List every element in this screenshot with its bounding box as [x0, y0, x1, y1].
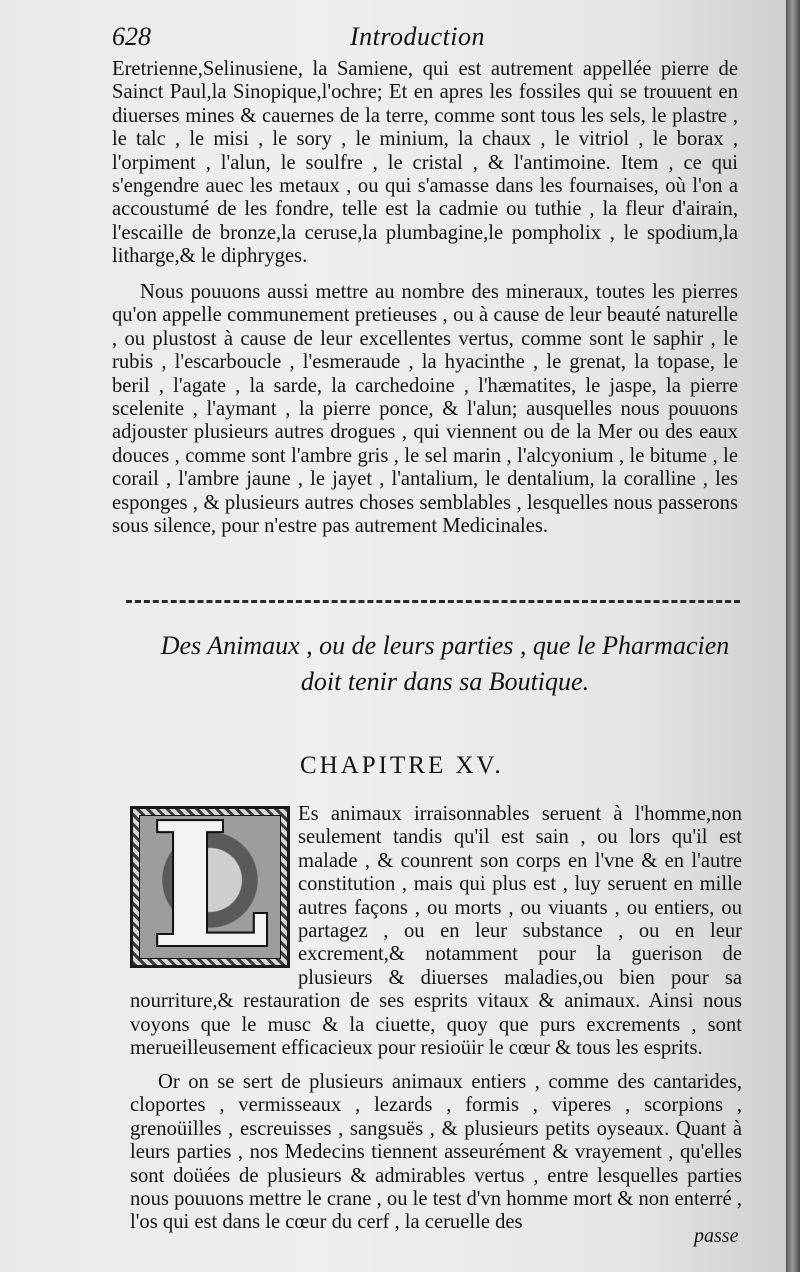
paragraph-precious-stones: Nous pouuons aussi mettre au nombre des mineraux, toutes les pierres qu'on appelle communement pretieuses , ou à cause de leur beauté naturelle , ou plustost à cause de leur excellentes vertus, comme sont le saphir , le rubis , l'escarboucle , l'esmeraude , la hyacinthe , le grenat, la topase, le beril , l'agate , la sarde, la carchedoine , l'hæmatites, le jaspe, la pierre scelenite , l'aymant , la pierre ponce, & l'alun; ausquelles nous pouuons adjouster plusieurs autres drogues , qui viennent ou de la Mer ou des eaux douces , comme sont l'ambre gris , le sel marin , l'alcyonium , le bitume , le corail , l'ambre jaune , le jayet , l'antalium, le dentalium, la coralline , les esponges , & plusieurs autres choses semblables , lesquelles nous passerons sous silence, pour n'estre pas autrement Medicinales. [112, 281, 738, 538]
page-binding-edge [786, 0, 800, 1272]
page-header [112, 22, 746, 58]
catchword: passe [694, 1225, 739, 1247]
paragraph-minerals-list: Eretrienne,Selinusiene, la Samiene, qui est autrement appellée pierre de Sainct Paul,la Sinopique,l'ochre; Et en apres les fossiles qui se trouuent en diuerses mines & cauernes de la terre, comme sont tous les sels, le plastre , le talc , le misi , le sory , le minium, la chaux , le vitriol , le borax , l'orpiment , l'alun, le soulfre , le cristal , & l'antimoine. Item , ce qui s'engendre auec les metaux , ou qui s'amasse dans les fournaises, où l'on a accoustumé de les fondre, telle est la cadmie ou tuthie , la fleur d'airain, l'escaille de bronze,la ceruse,la plumbagine,le pompholix , le spodium,la litharge,& le diphryges. [112, 58, 738, 268]
drop-cap-letter: L [150, 806, 270, 968]
page-number: 628 [112, 22, 151, 51]
chapter-heading: CHAPITRE XV. [300, 752, 504, 779]
ornamental-initial-icon [130, 806, 290, 968]
running-title: Introduction [350, 22, 486, 51]
paragraph-animals-intro-text: Es animaux irraisonnables seruent à l'homme,non seulement tandis qu'il est sain , ou lors qu'il est malade , & counrent son corps en l'vne & en l'autre constitution , mais qui plus est , luy seruent en mille autres façons , ou morts , ou viuants , ou entiers, ou partagez , ou en leur substance , ou en leur excrement,& notamment pour la guerison de plusieurs & diuerses maladies,ou bien pour sa nourriture,& restauration de ses esprits vitaux & animaux. Ainsi nous voyons que le musc & la ciuette, quoy que purs excrements , sont merueilleusement efficacieux pour resioüir le cœur & tous les esprits. [130, 803, 742, 1060]
section-divider [126, 600, 740, 603]
paragraph-animal-parts: Or on se sert de plusieurs animaux entiers , comme des cantarides, cloportes , vermisseaux , lezards , formis , viperes , scorpions , grenoüilles , escreuisses , sangsuës , & plusieurs petits oyseaux. Quant à leurs parties , nos Medecins tiennent asseurément & vrayement , qu'elles sont doüées de plusieurs & admirables vertus , entre lesquelles parties nous pouuons mettre le crane , ou le test d'vn homme mort & non enterré , l'os qui est dans le cœur du cerf , la ceruelle des [130, 1071, 742, 1234]
section-title: Des Animaux , ou de leurs parties , que le Pharmacien doit tenir dans sa Boutique. [160, 631, 730, 696]
